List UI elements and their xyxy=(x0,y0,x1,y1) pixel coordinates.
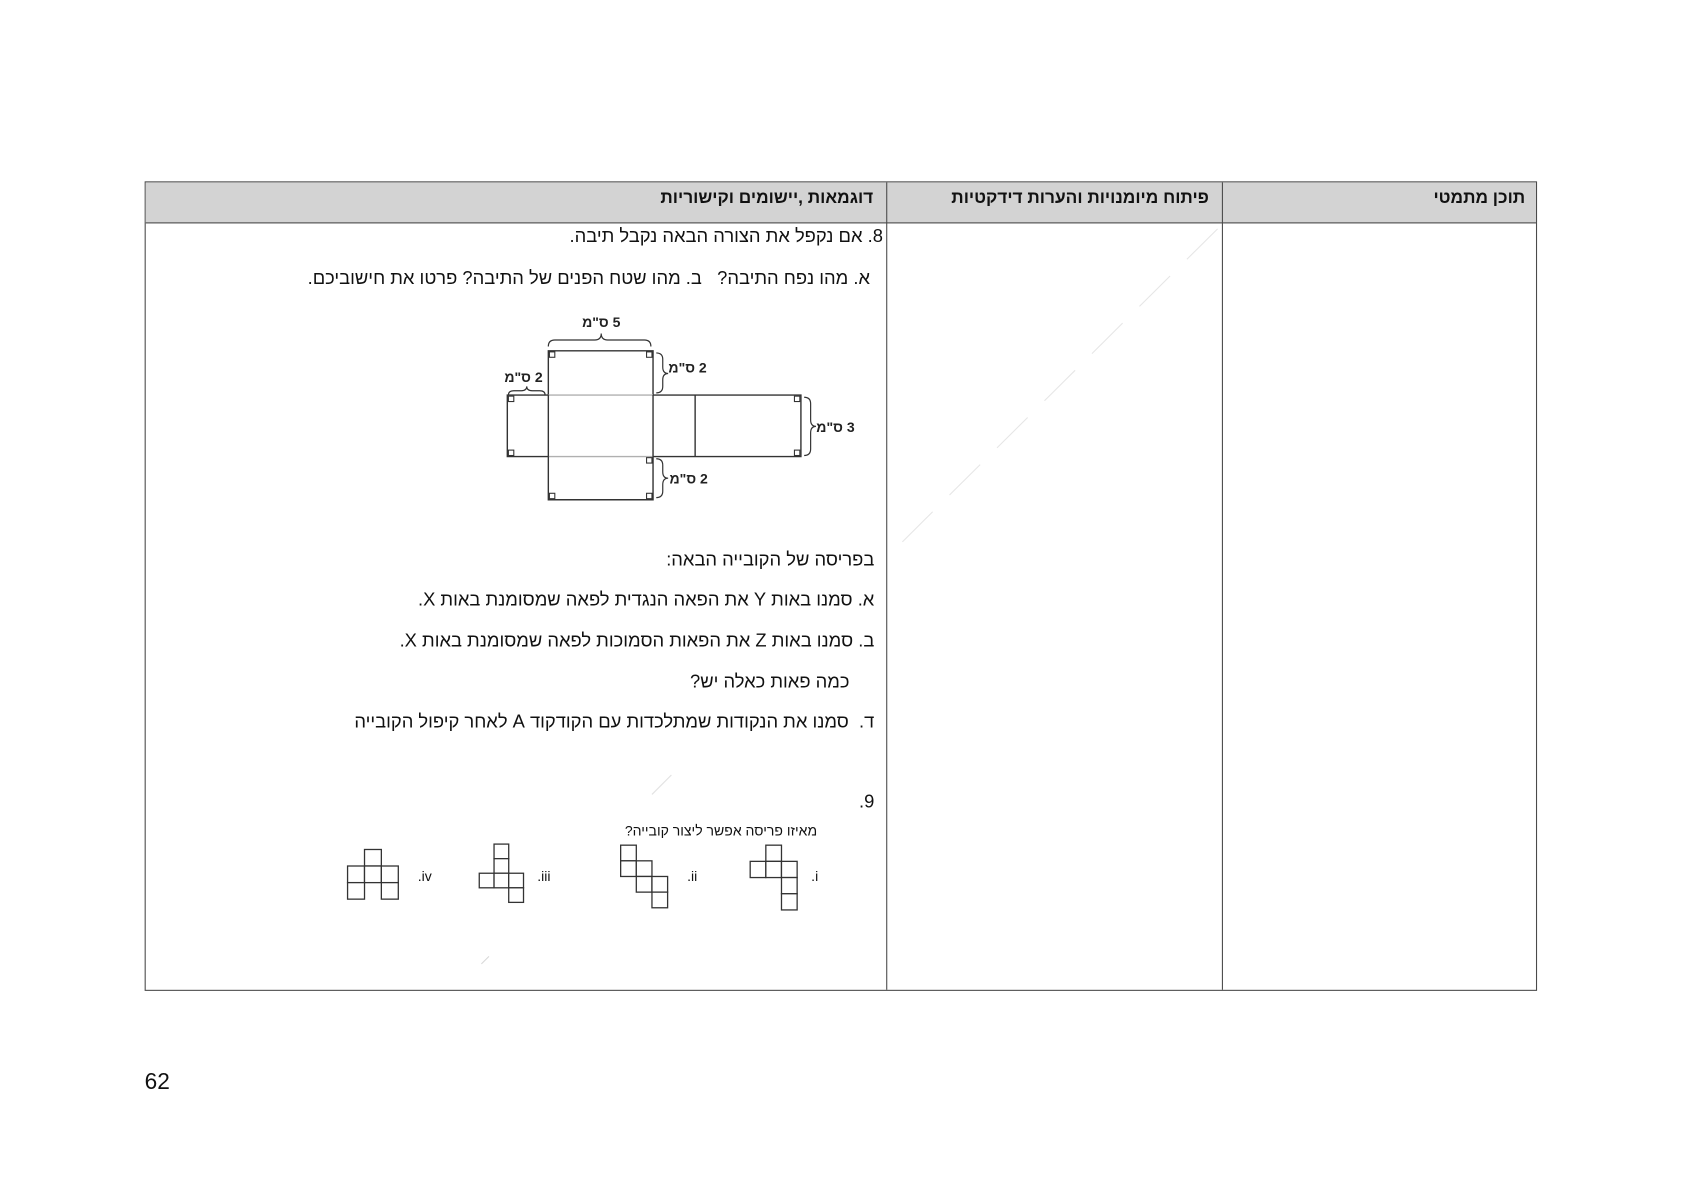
box-net-top-face xyxy=(548,351,653,395)
cube-net-intro: בפריסה של הקובייה הבאה: xyxy=(666,549,875,570)
cube-net-option-iii xyxy=(479,844,523,902)
option-label-ii: ii. xyxy=(687,867,698,885)
option-label-iv: iv. xyxy=(417,867,432,885)
cube-net-option-ii xyxy=(621,845,668,908)
question-8-title: 8. אם נקפל את הצורה הבאה נקבל תיבה. xyxy=(569,225,883,247)
cube-task-b: ב. סמנו באות Z את הפאות הסמוכות לפאה שמסומנת באות X. xyxy=(399,630,875,651)
box-net-bottom-face xyxy=(548,457,653,500)
page-number: 62 xyxy=(144,1069,170,1095)
cube-net-option-iv xyxy=(348,849,399,899)
brace-top-height xyxy=(656,353,668,393)
header-skills-didactic-notes: פיתוח מיומנויות והערות דידקטיות xyxy=(951,188,1209,208)
header-math-content: תוכן מתמטי xyxy=(1433,188,1526,208)
box-net-right-faces xyxy=(653,395,801,457)
option-label-i: i. xyxy=(811,867,819,885)
label-bottom-height: 2 ס"מ xyxy=(669,470,708,487)
cube-task-d: ד. סמנו את הנקודות שמתלכדות עם הקודקוד A לאחר קיפול הקובייה xyxy=(354,711,875,732)
brace-right-height xyxy=(804,397,816,455)
brace-left-width xyxy=(508,386,545,395)
label-right-height: 3 ס"מ xyxy=(816,418,855,435)
right-angle-marks xyxy=(508,352,799,499)
column-divider xyxy=(886,182,887,989)
cube-task-b-followup: כמה פאות כאלה יש? xyxy=(690,671,850,692)
box-net-left-face xyxy=(507,395,548,457)
label-top-height: 2 ס"מ xyxy=(668,359,707,376)
box-net-diagram xyxy=(497,308,869,508)
question-8-parts: א. מהו נפח התיבה? ב. מהו שטח הפנים של התיבה? פרטו את חישוביכם. xyxy=(307,267,870,289)
cube-task-a: א. סמנו באות Y את הפאה הנגדית לפאה שמסומנת באות X. xyxy=(417,589,875,610)
column-divider xyxy=(1222,182,1223,989)
label-top-width: 5 ס"מ xyxy=(582,314,621,331)
question-9-text: מאיזו פריסה אפשר ליצור קובייה? xyxy=(624,822,818,839)
question-9-number: 9. xyxy=(858,791,875,812)
brace-bottom-height xyxy=(656,459,668,498)
cube-net-options xyxy=(340,840,826,916)
header-examples-applications: דוגמאות ,יישומים וקישוריות xyxy=(660,188,874,208)
brace-top-width xyxy=(548,334,651,347)
label-left-width: 2 ס"מ xyxy=(504,369,543,386)
option-label-iii: iii. xyxy=(537,867,551,885)
cube-net-option-i xyxy=(750,845,797,910)
